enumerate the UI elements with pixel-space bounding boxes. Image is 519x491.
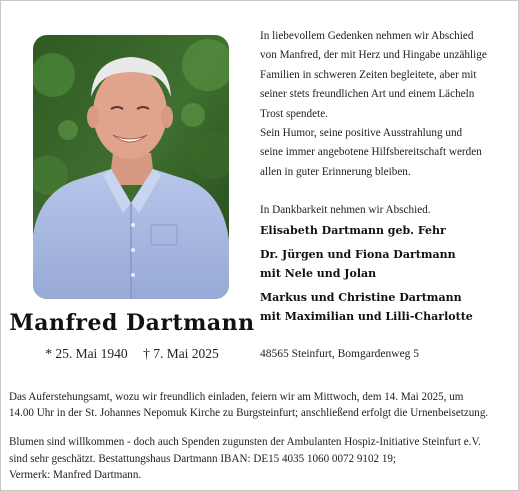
death-date: † 7. Mai 2025 [143, 346, 219, 361]
mourner-line: mit Nele und Jolan [260, 266, 377, 280]
birth-date: * 25. Mai 1940 [45, 346, 128, 361]
intro-line: Familien in schweren Zeiten begleitete, aber mit [260, 68, 477, 81]
mourner-line: Elisabeth Dartmann geb. Fehr [260, 223, 446, 237]
intro-line: von Manfred, der mit Herz und Hingabe unzählige [260, 49, 487, 62]
intro-line: allen in guter Erinnerung bleiben. [260, 165, 411, 178]
deceased-name: Manfred Dartmann [9, 310, 255, 336]
farewell-line: In Dankbarkeit nehmen wir Abschied. [260, 204, 431, 217]
donation-line: Vermerk: Manfred Dartmann. [9, 468, 142, 481]
mourner-line: Dr. Jürgen und Fiona Dartmann [260, 247, 456, 261]
portrait-photo [33, 35, 229, 299]
mourner-line: Markus und Christine Dartmann [260, 290, 462, 304]
donation-line: sind sehr geschätzt. Bestattungshaus Dartmann IBAN: DE15 4035 1060 0072 9102 19; [9, 452, 396, 465]
memorial-text [260, 27, 510, 326]
life-dates [1, 346, 263, 362]
family-address: 48565 Steinfurt, Bomgardenweg 5 [260, 348, 420, 360]
intro-line: Trost spendete. [260, 107, 328, 120]
service-line: 14.00 Uhr in der St. Johannes Nepomuk Kirche zu Burgsteinfurt; anschließend erfolgt die Urnenbeisetzung. [9, 407, 489, 420]
service-line: Das Auferstehungsamt, wozu wir freundlich einladen, feiern wir am Mittwoch, dem 14. Mai 2025, um [9, 391, 464, 403]
portrait-image [33, 35, 229, 299]
service-info [9, 389, 515, 483]
donation-line: Blumen sind willkommen - doch auch Spenden zugunsten der Ambulanten Hospiz-Initiative Steinfurt e.V. [9, 436, 481, 449]
intro-line: seine immer angebotene Hilfsbereitschaft werden [260, 146, 482, 159]
intro-line: Sein Humor, seine positive Ausstrahlung und [260, 127, 463, 140]
intro-line: seiner stets freundlichen Art und einem Lächeln [260, 88, 475, 101]
intro-line: In liebevollem Gedenken nehmen wir Abschied [260, 30, 474, 42]
mourner-line: mit Maximilian und Lilli-Charlotte [260, 309, 473, 323]
